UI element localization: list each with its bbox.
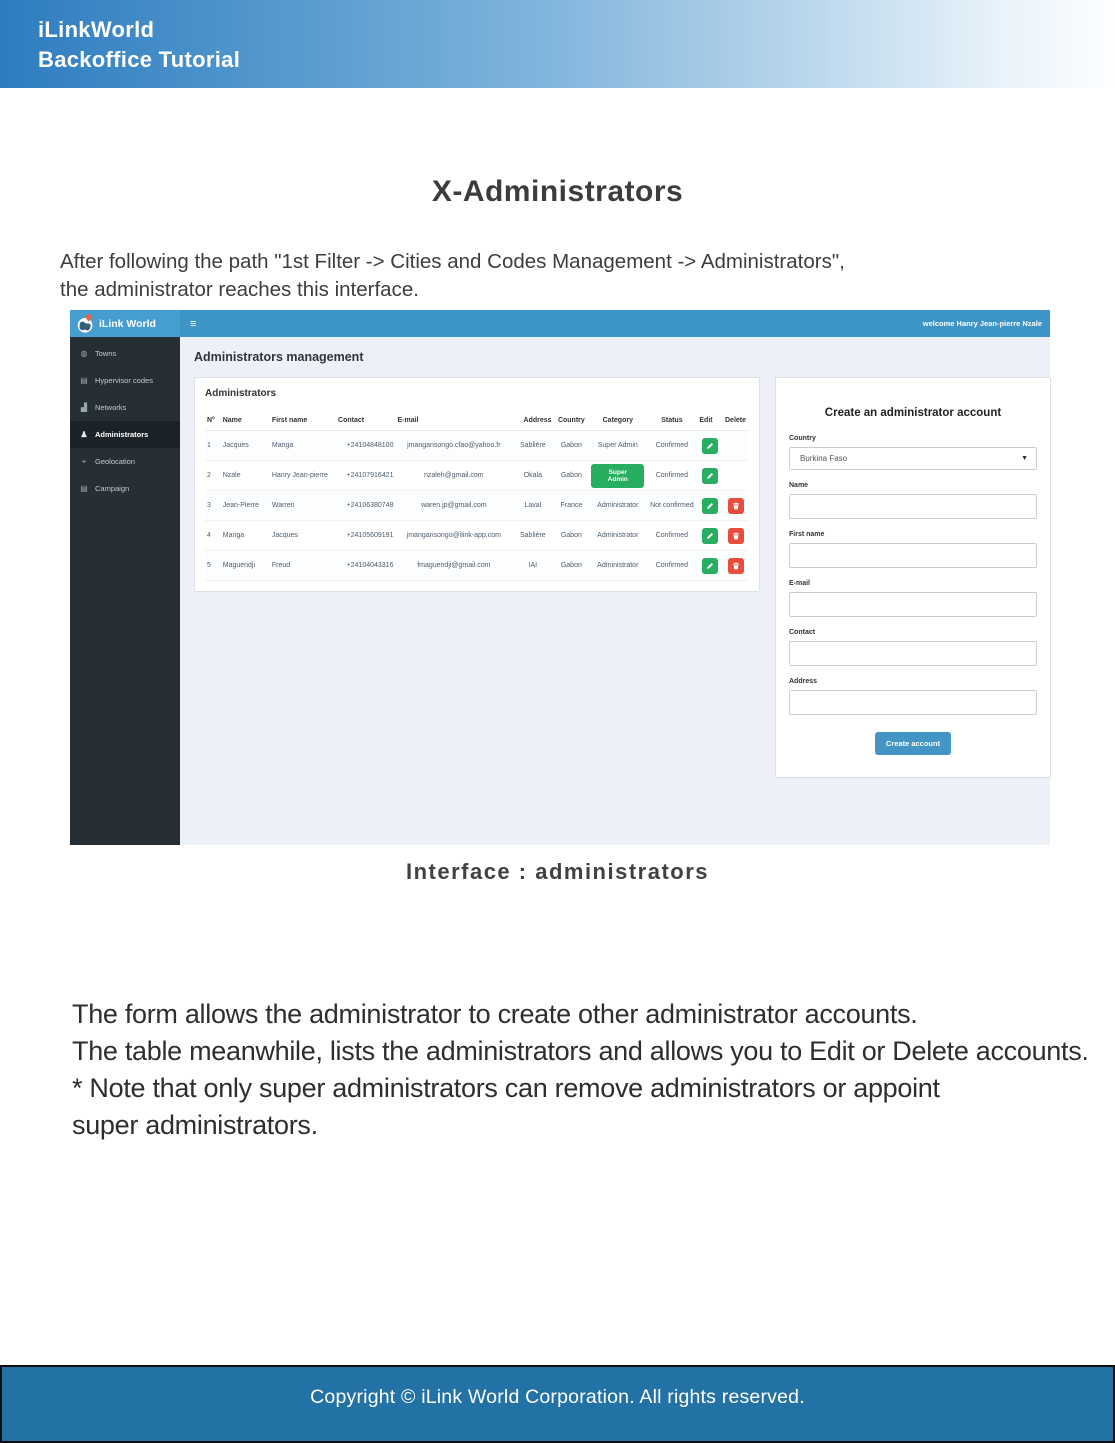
- column-header-name: Name: [221, 413, 270, 431]
- cell-name: Nzale: [221, 461, 270, 491]
- sidebar-item-label: Networks: [95, 403, 127, 412]
- page-footer: [0, 1365, 1115, 1443]
- edit-button[interactable]: [702, 498, 718, 514]
- cell-country: Gabon: [554, 431, 590, 461]
- cell-first-name: Jacques: [270, 521, 336, 551]
- page-title: X-Administrators: [431, 175, 684, 208]
- table-panel-title: Administrators: [205, 388, 277, 399]
- app-topbar: [70, 310, 1050, 337]
- form-title: Create an administrator account: [824, 407, 1002, 419]
- column-header-number: N°: [205, 413, 221, 431]
- cell-name: Jean-Pierre: [221, 491, 270, 521]
- app-brand-name: iLink World: [99, 317, 156, 330]
- delete-button[interactable]: [728, 498, 744, 514]
- name-field[interactable]: [789, 494, 1037, 519]
- cell-category: Super Admin: [589, 431, 646, 461]
- cell-contact: +24104043316: [336, 551, 395, 581]
- sidebar-item-label: Hypervisor codes: [95, 376, 153, 385]
- column-header-address: Address: [512, 413, 553, 431]
- cell-contact: +24106380748: [336, 491, 395, 521]
- cell-first-name: Warren: [270, 491, 336, 521]
- cell-country: France: [554, 491, 590, 521]
- edit-button[interactable]: [702, 528, 718, 544]
- cell-first-name: Manga: [270, 431, 336, 461]
- list-icon: ▤: [80, 484, 88, 493]
- cell-contact: +24104848100: [336, 431, 395, 461]
- delete-button[interactable]: [728, 528, 744, 544]
- column-header-status: Status: [646, 413, 697, 431]
- cell-status: Not confirmed: [646, 491, 697, 521]
- app-sidebar: [70, 337, 180, 845]
- intro-line-1: After following the path "1st Filter -> Cities and Codes Management -> Administrators",: [60, 250, 845, 273]
- welcome-user-text: welcome Hanry Jean-pierre Nzale: [922, 319, 1042, 328]
- banner-product-name: iLinkWorld: [38, 17, 155, 42]
- sidebar-item-campaign[interactable]: [70, 475, 180, 502]
- edit-button[interactable]: [702, 468, 718, 484]
- cell-name: Jacques: [221, 431, 270, 461]
- app-brand[interactable]: [70, 310, 180, 337]
- cell-number: 2: [205, 461, 221, 491]
- create-account-panel: [775, 377, 1051, 778]
- column-header-delete: Delete: [723, 413, 749, 431]
- hamburger-menu-icon[interactable]: ≡: [190, 317, 197, 330]
- column-header-category: Category: [589, 413, 646, 431]
- table-row: [205, 461, 749, 491]
- cell-name: Manga: [221, 521, 270, 551]
- address-label: Address: [789, 678, 818, 685]
- cell-country: Gabon: [554, 521, 590, 551]
- column-header-edit: Edit: [697, 413, 723, 431]
- app-page-title: Administrators management: [194, 350, 364, 364]
- country-label: Country: [789, 435, 816, 442]
- cell-status: Confirmed: [646, 431, 697, 461]
- intro-paragraph: [60, 248, 845, 304]
- table-row: [205, 491, 749, 521]
- top-banner: [0, 0, 1115, 88]
- administrators-table: [205, 413, 749, 581]
- app-main-content: [180, 337, 1065, 845]
- cell-address: Okala: [512, 461, 553, 491]
- chevron-down-icon: ▼: [1021, 455, 1028, 462]
- cell-number: 1: [205, 431, 221, 461]
- sidebar-item-label: Towns: [95, 349, 117, 358]
- email-field[interactable]: [789, 592, 1037, 617]
- cell-category: Administrator: [589, 521, 646, 551]
- country-select-value: Burkina Faso: [800, 454, 848, 463]
- cell-name: Maguendji: [221, 551, 270, 581]
- table-row: [205, 551, 749, 581]
- table-icon: ▤: [80, 376, 88, 385]
- administrators-table-panel: [194, 377, 760, 592]
- cell-status: Confirmed: [646, 461, 697, 491]
- column-header-contact: Contact: [336, 413, 395, 431]
- cell-email: fmaguendji@gmail.com: [395, 551, 512, 581]
- screenshot-caption: Interface : administrators: [405, 859, 710, 884]
- create-account-button[interactable]: Create account: [875, 732, 951, 755]
- sidebar-item-towns[interactable]: [70, 340, 180, 367]
- map-pin-icon: ⌖: [81, 456, 87, 466]
- cell-email: jmangansongo@ilink-app.com: [395, 521, 512, 551]
- cell-country: Gabon: [554, 551, 590, 581]
- cell-contact: +24105609191: [336, 521, 395, 551]
- column-header-email: E-mail: [395, 413, 512, 431]
- super-admin-badge-button[interactable]: Super Admin: [591, 464, 644, 488]
- cell-category: Administrator: [589, 551, 646, 581]
- globe-pin-logo-icon: [77, 314, 94, 334]
- cell-country: Gabon: [554, 461, 590, 491]
- sidebar-item-label: Administrators: [95, 430, 149, 439]
- intro-line-2: the administrator reaches this interface.: [60, 278, 419, 301]
- sidebar-item-administrators[interactable]: [70, 421, 180, 448]
- cell-number: 3: [205, 491, 221, 521]
- notes-line-4: super administrators.: [72, 1110, 318, 1140]
- sidebar-item-label: Geolocation: [95, 457, 136, 466]
- email-label: E-mail: [789, 580, 811, 587]
- sidebar-item-label: Campaign: [95, 484, 130, 493]
- cell-email: nzaleh@gmail.com: [395, 461, 512, 491]
- cell-address: IAI: [512, 551, 553, 581]
- notes-line-2: The table meanwhile, lists the administrators and allows you to Edit or Delete accounts.: [72, 1036, 1089, 1066]
- sidebar-item-geolocation[interactable]: [70, 448, 180, 475]
- name-label: Name: [789, 482, 809, 489]
- table-row: [205, 521, 749, 551]
- address-field[interactable]: [789, 690, 1037, 715]
- contact-field[interactable]: [789, 641, 1037, 666]
- table-row: [205, 431, 749, 461]
- cell-number: 5: [205, 551, 221, 581]
- cell-status: Confirmed: [646, 551, 697, 581]
- cell-address: Sablière: [512, 431, 553, 461]
- delete-button[interactable]: [728, 558, 744, 574]
- cell-first-name: Freud: [270, 551, 336, 581]
- edit-button[interactable]: [702, 438, 718, 454]
- cell-contact: +24107916421: [336, 461, 395, 491]
- cell-email: waren.jp@gmail.com: [395, 491, 512, 521]
- sidebar-item-hypervisor-codes[interactable]: [70, 367, 180, 394]
- sidebar-item-networks[interactable]: [70, 394, 180, 421]
- notes-paragraph: [72, 996, 1089, 1144]
- cell-address: Sablière: [512, 521, 553, 551]
- app-screenshot: [70, 310, 1050, 845]
- banner-subtitle: Backoffice Tutorial: [38, 47, 241, 72]
- country-select[interactable]: [789, 447, 1037, 470]
- user-icon: ♟: [80, 430, 88, 439]
- first-name-field[interactable]: [789, 543, 1037, 568]
- cell-category: Administrator: [589, 491, 646, 521]
- contact-label: Contact: [789, 629, 816, 636]
- column-header-country: Country: [554, 413, 590, 431]
- cell-first-name: Hanry Jean-pierre: [270, 461, 336, 491]
- cell-address: Laval: [512, 491, 553, 521]
- first-name-label: First name: [789, 531, 825, 538]
- cell-email: jmangansongo.cfao@yahoo.fr: [395, 431, 512, 461]
- notes-line-3: * Note that only super administrators can remove administrators or appoint: [72, 1073, 940, 1103]
- column-header-first-name: First name: [270, 413, 336, 431]
- cell-status: Confirmed: [646, 521, 697, 551]
- map-marker-icon: ◍: [80, 349, 88, 358]
- notes-line-1: The form allows the administrator to create other administrator accounts.: [72, 999, 918, 1029]
- cell-number: 4: [205, 521, 221, 551]
- copyright-text: Copyright © iLink World Corporation. All rights reserved.: [310, 1385, 805, 1408]
- signal-bars-icon: ▟: [80, 403, 88, 412]
- edit-button[interactable]: [702, 558, 718, 574]
